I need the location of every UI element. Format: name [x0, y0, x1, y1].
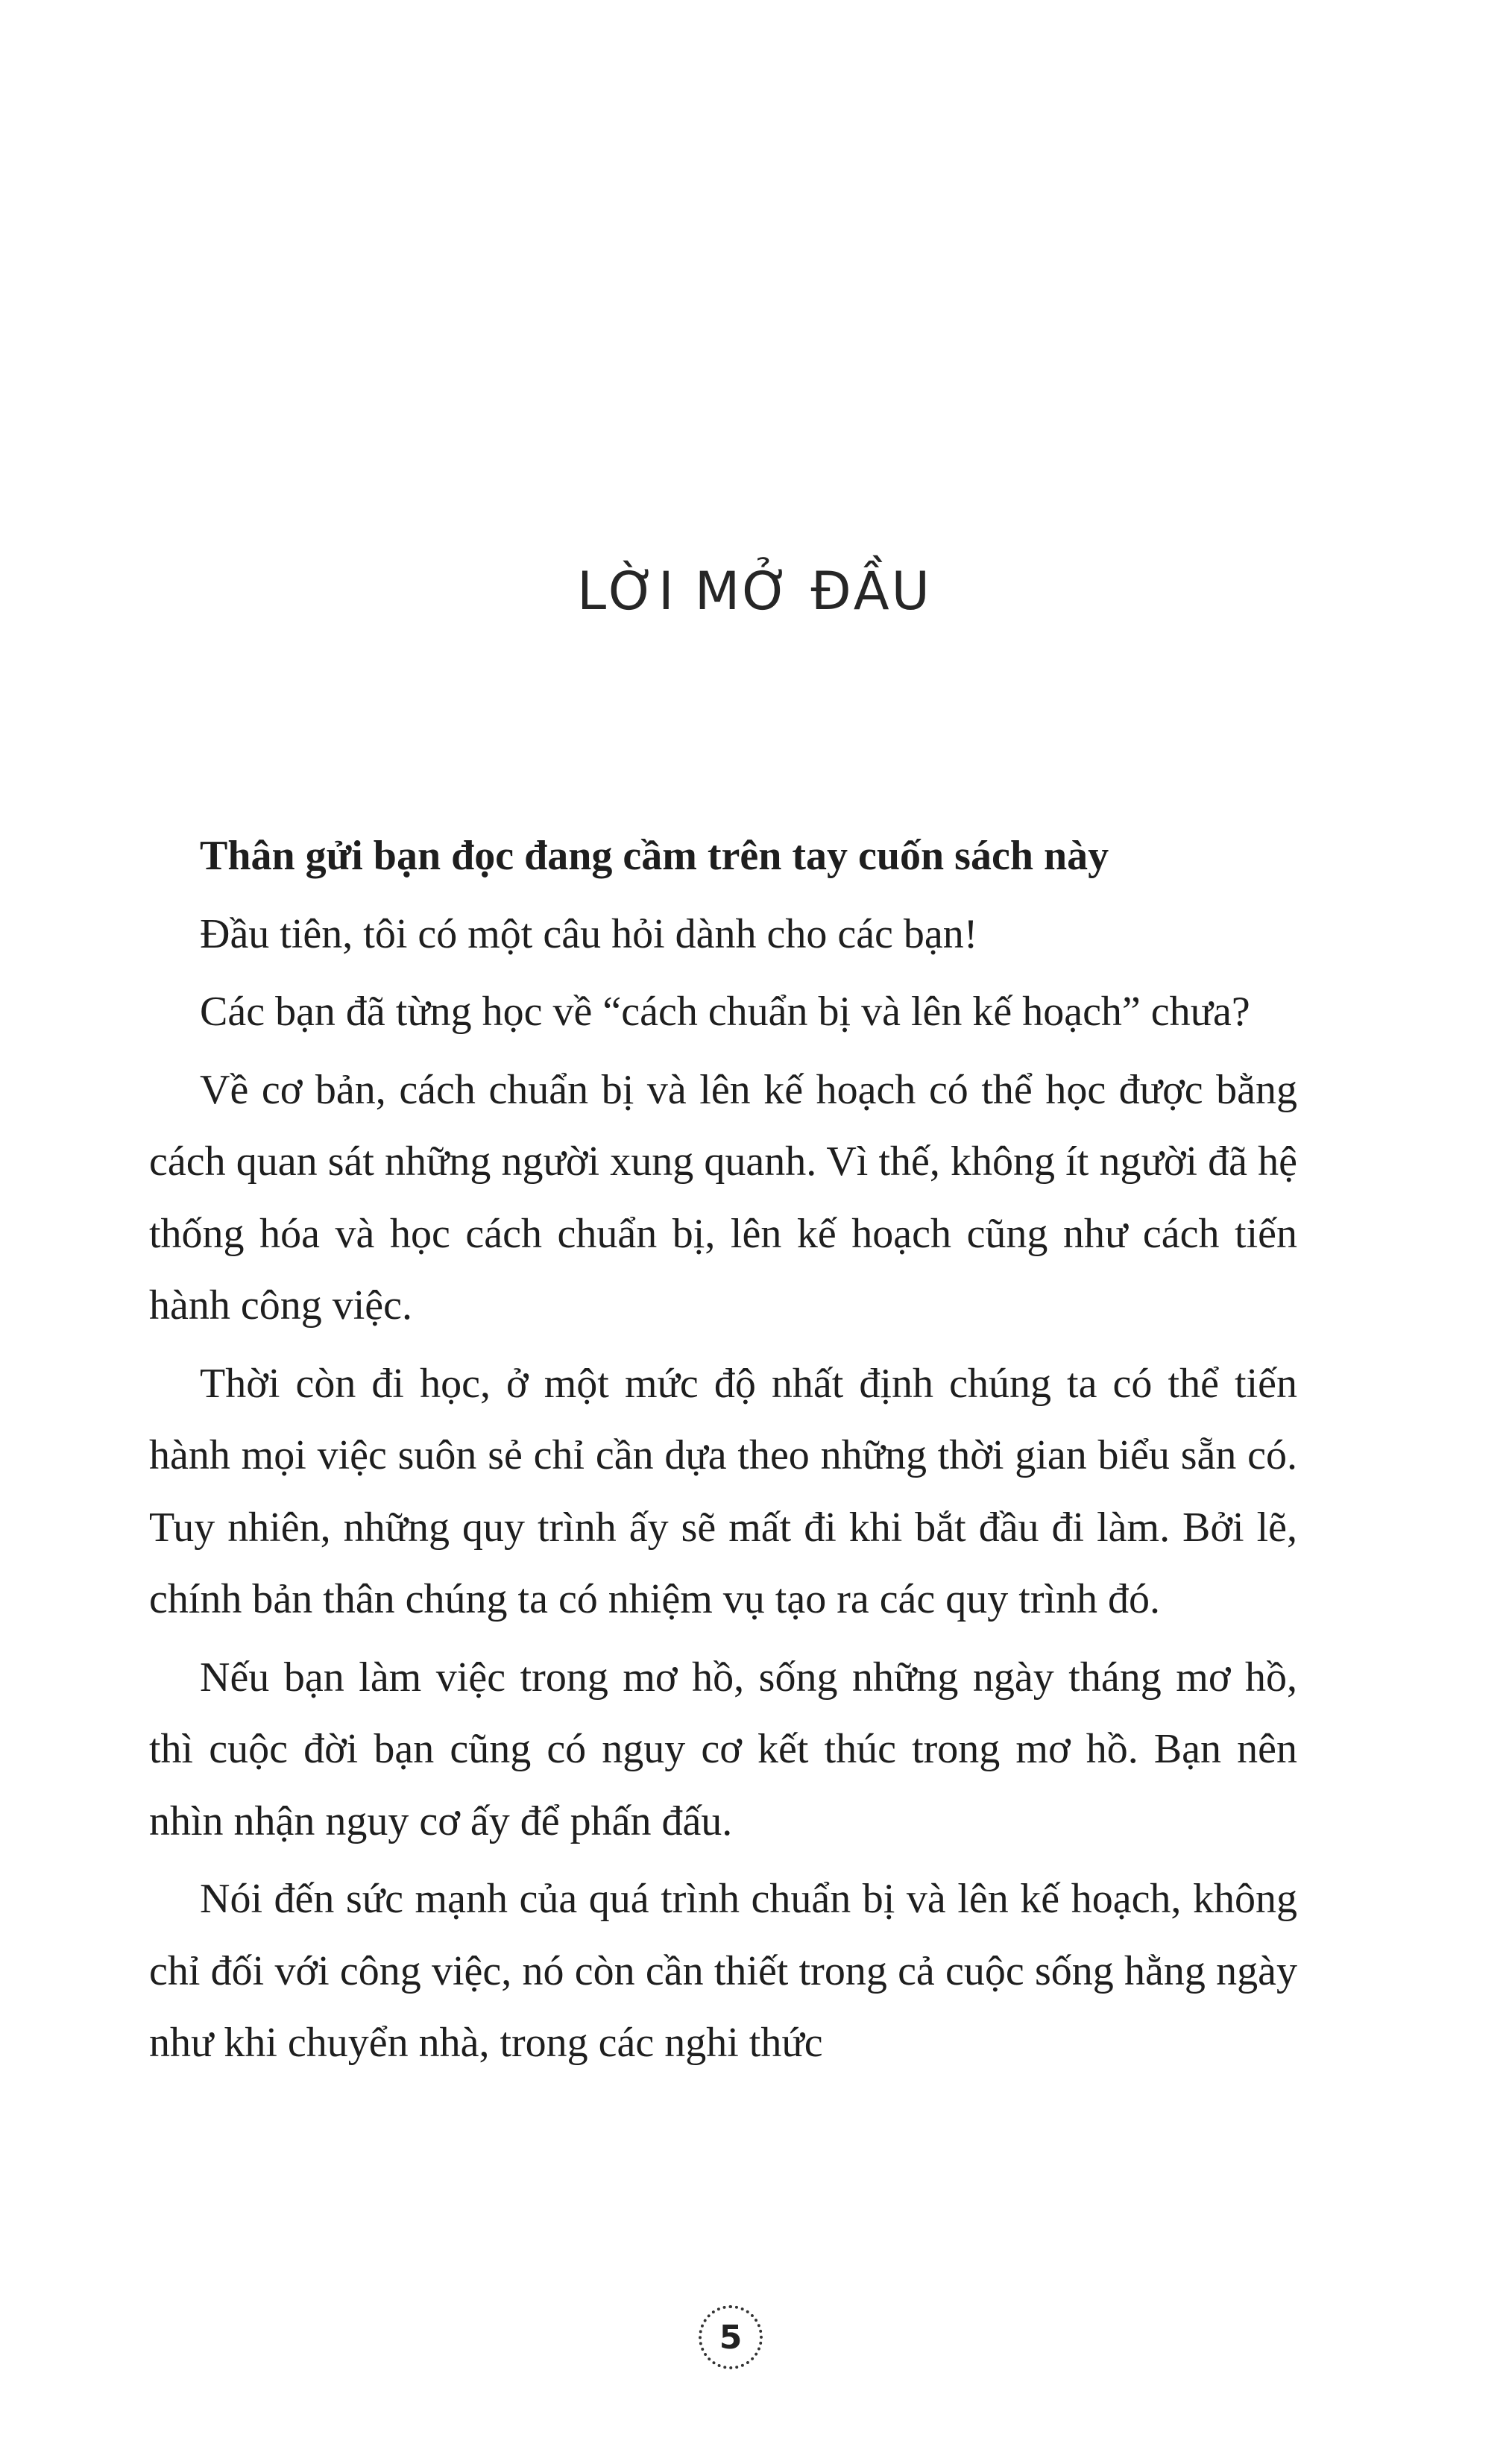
paragraph: Về cơ bản, cách chuẩn bị và lên kế hoạch có thể học được bằng cách quan sát những người xung quanh. Vì thế, không ít người đã hệ thống hóa và học cách chuẩn bị, lên kế hoạch cũng như cách tiến hành công việc.: [149, 1066, 1297, 1329]
chapter-title: LỜI MỞ ĐẦU: [577, 561, 932, 622]
paragraph: Thời còn đi học, ở một mức độ nhất định chúng ta có thể tiến hành mọi việc suôn sẻ chỉ cần dựa theo những thời gian biểu sẵn có. Tuy nhiên, những quy trình ấy sẽ mất đi khi bắt đầu đi làm. Bởi lẽ, chính bản thân chúng ta có nhiệm vụ tạo ra các quy trình đó.: [149, 1360, 1297, 1622]
body-text: [149, 820, 1297, 2085]
page-number: 5: [699, 2305, 763, 2369]
paragraph: Nếu bạn làm việc trong mơ hồ, sống những ngày tháng mơ hồ, thì cuộc đời bạn cũng có nguy cơ kết thúc trong mơ hồ. Bạn nên nhìn nhận nguy cơ ấy để phấn đấu.: [149, 1654, 1297, 1844]
salutation: Thân gửi bạn đọc đang cầm trên tay cuốn sách này: [200, 833, 1109, 879]
paragraph: Nói đến sức mạnh của quá trình chuẩn bị và lên kế hoạch, không chỉ đối với công việc, nó còn cần thiết trong cả cuộc sống hằng ngày như khi chuyển nhà, trong các nghi thức: [149, 1876, 1297, 2066]
paragraph: Đầu tiên, tôi có một câu hỏi dành cho các bạn!: [200, 910, 978, 957]
paragraph: Các bạn đã từng học về “cách chuẩn bị và lên kế hoạch” chưa?: [200, 989, 1250, 1035]
